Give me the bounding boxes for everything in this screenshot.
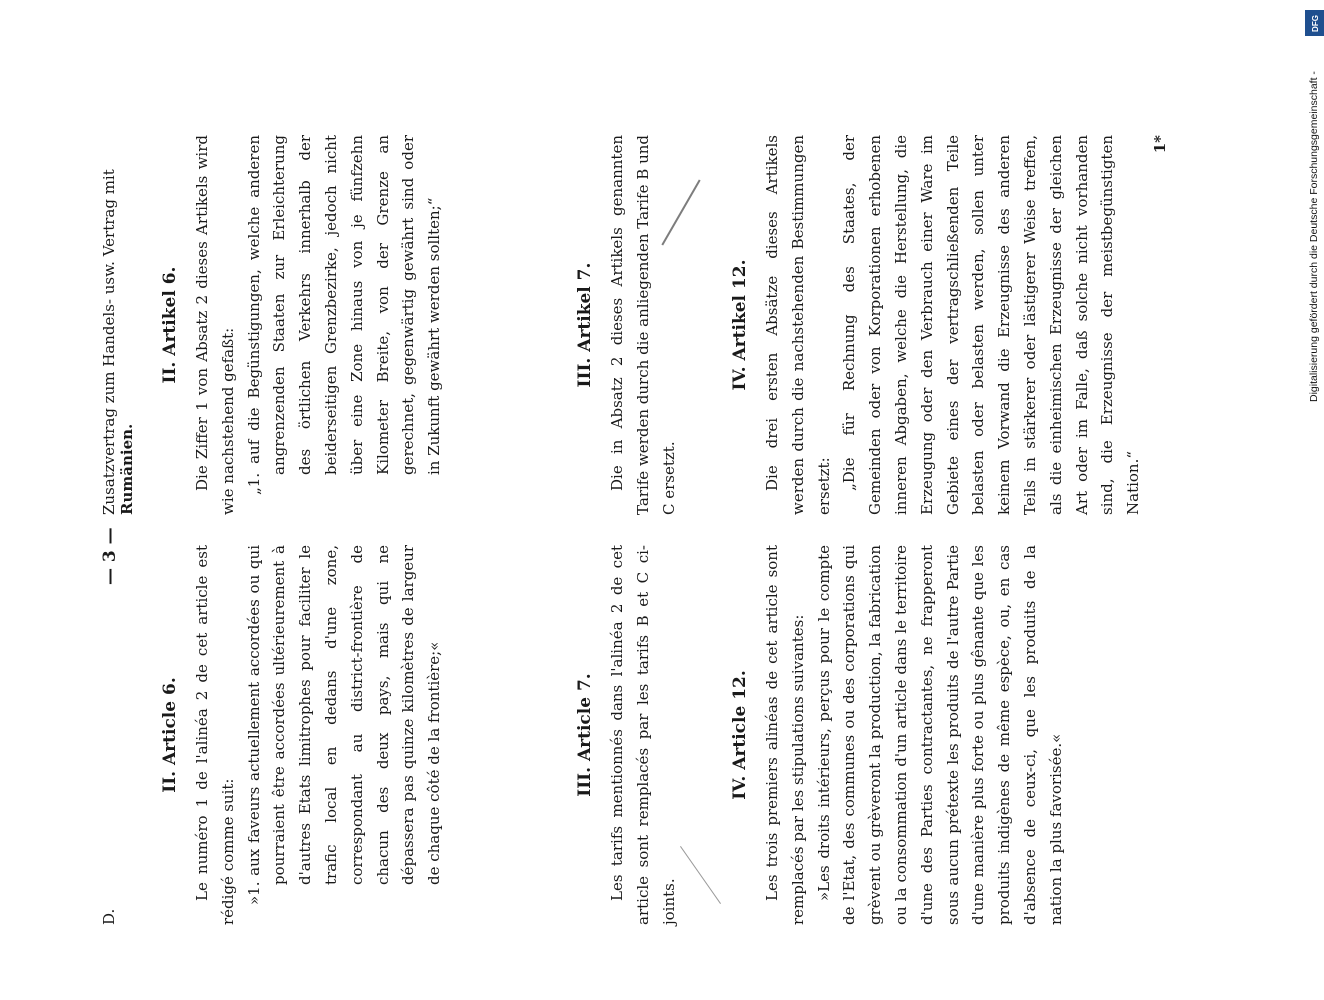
french-article-6 [160, 545, 448, 925]
article-text: »Les droits intérieurs, perçus pour le compte de l'Etat, des communes ou des corporations qui grèvent ou grèveront la production, la fabrication ou la consommation d'un article dans le territoire d'une des Parties contractantes, ne frapperont sous aucun prétexte les produits de l'autre Partie d'une manière plus forte ou plus gênante que les produits indigènes de même espèce, ou, en cas d'absence de ceux-ci, que les produits de la nation la plus favorisée.« [814, 545, 1065, 925]
article-heading: III. Article 7. [575, 673, 595, 797]
article-text: Les tarifs mentionnés dans l'alinéa 2 de cet article sont remplacés par les tarifs B et C ci-joints. [608, 545, 678, 925]
page-running-title [100, 125, 136, 515]
german-article-12 [730, 135, 1169, 515]
article-intro: Les trois premiers alinéas de cet article sont remplacés par les stipulations suivantes: [763, 545, 807, 925]
article-heading: II. Article 6. [160, 677, 180, 793]
section-letter: D. [100, 908, 118, 925]
signature-mark: 1* [1150, 135, 1169, 154]
digitization-credit [1305, 10, 1324, 410]
title-prefix: Zusatzvertrag zum Handels- usw. Vertrag mit [100, 169, 118, 515]
article-heading: IV. Artikel 12. [730, 259, 750, 391]
credit-text: Digitalisierung gefördert durch die Deutsche Forschungsgemeinschaft - [1308, 71, 1320, 402]
french-article-7 [575, 545, 682, 925]
article-item: „1. auf die Begünstigungen, welche anderen angrenzenden Staaten zur Erleichterung des örtlichen Verkehrs innerhalb der beiderseitigen Grenzbezirke, jedoch nicht über eine Zone hinaus von je fünfzehn Kilometer Breite, von der Grenze an gerechnet, gegenwärtig gewährt sind oder in Zukunft gewährt werden sollten;“ [244, 135, 444, 495]
article-heading: II. Artikel 6. [160, 266, 180, 384]
article-intro: Die Ziffer 1 von Absatz 2 dieses Artikels wird wie nachstehend gefaßt: [193, 135, 237, 515]
page-header [90, 125, 150, 925]
rotated-content [90, 125, 1240, 925]
article-heading: IV. Article 12. [730, 670, 750, 800]
french-article-12 [730, 545, 1070, 925]
article-intro: Die drei ersten Absätze dieses Artikels werden durch die nachstehenden Bestimmungen ersetzt: [763, 135, 833, 515]
article-intro: Le numéro 1 de l'alinéa 2 de cet article est rédigé comme suit: [193, 545, 237, 925]
article-text: Die in Absatz 2 dieses Artikels genannten Tarife werden durch die anliegenden Tarife B und C ersetzt. [608, 135, 678, 515]
page-number: — 3 — [100, 527, 120, 585]
article-heading: III. Artikel 7. [575, 262, 595, 388]
german-article-6 [160, 135, 448, 515]
article-text: „Die für Rechnung des Staates, der Gemeinden oder von Korporationen erhobenen inneren Abgaben, welche die Herstellung, die Erzeugung oder den Verbrauch einer Ware im Gebiete eines der vertragschließenden Teile belasten oder belasten werden, sollen unter keinem Vorwand die Erzeugnisse des anderen Teils in stärkerer oder lästigerer Weise treffen, als die einheimischen Erzeugnisse der gleichen Art oder im Falle, daß solche nicht vorhanden sind, die Erzeugnisse der meistbegünstigten Nation.“ [840, 135, 1143, 515]
german-article-7 [575, 135, 682, 515]
dfg-logo-icon: DFG [1305, 10, 1324, 36]
title-country: Rumänien. [118, 423, 136, 515]
article-item: »1. aux faveurs actuellement accordées ou qui pourraient être accordées ultérieurement à d'autres Etats limitrophes pour faciliter le trafic local en dedans d'une zone, correspondant au district-frontière de chacun des deux pays, mais qui ne dépassera pas quinze kilomètres de largeur de chaque côté de la frontière;« [244, 545, 444, 905]
